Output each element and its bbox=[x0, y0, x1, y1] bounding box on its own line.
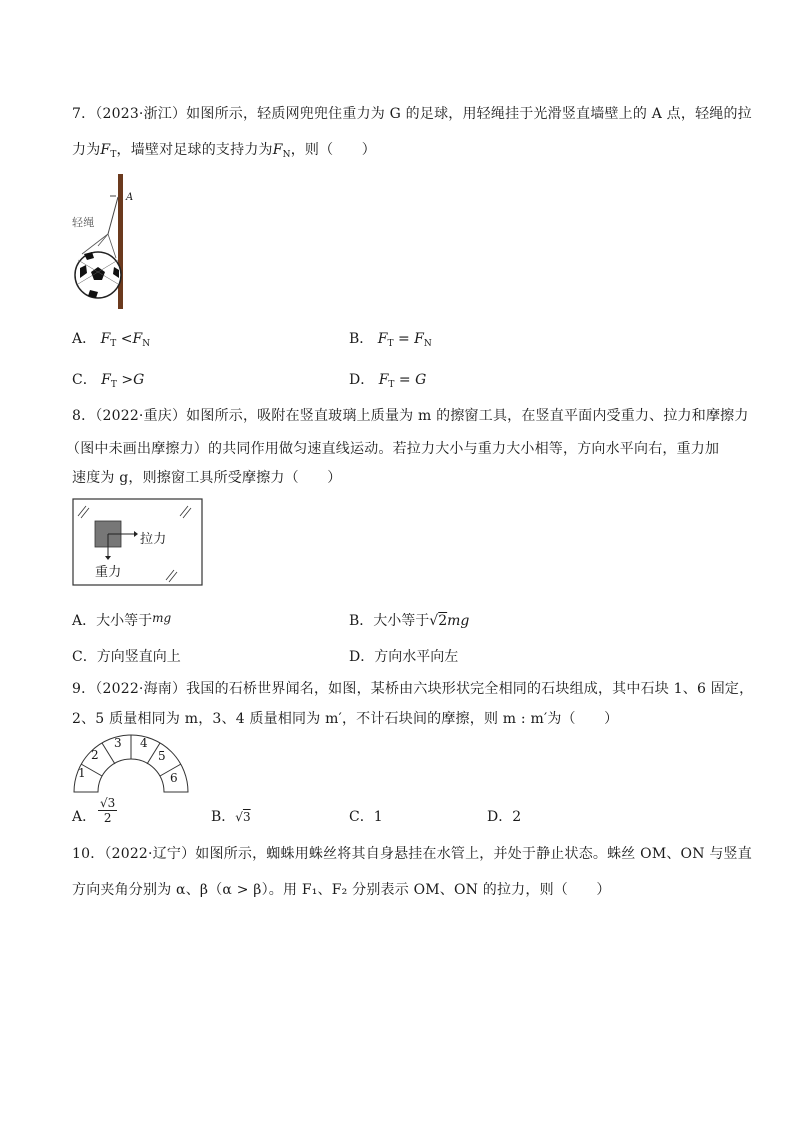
q8-window-figure bbox=[72, 498, 204, 588]
q9-option-c[interactable]: C．1 bbox=[349, 809, 383, 825]
q8-option-d[interactable]: D．方向水平向左 bbox=[349, 649, 459, 665]
q10-stem-line2: 方向夹角分别为 α、β（α > β）。用 F₁、F₂ 分别表示 OM、ON 的拉力，则（ ） bbox=[72, 882, 611, 898]
q8-stem-line2: （图中未画出摩擦力）的共同作用做匀速直线运动。若拉力大小与重力大小相等，方向水平向右，重力加 bbox=[66, 441, 720, 457]
q7-option-d[interactable]: D． $F_T = G$ bbox=[349, 372, 427, 390]
q9-stem-line1: 9．（2022·海南）我国的石桥世界闻名，如图，某桥由六块形状完全相同的石块组成，其中石块 1、6 固定， bbox=[72, 681, 754, 697]
q7-stem-line1: 7．（2023·浙江）如图所示，轻质网兜兜住重力为 G 的足球，用轻绳挂于光滑竖直墙壁上的 A 点，轻绳的拉 bbox=[72, 106, 752, 122]
q9-stone-3: 3 bbox=[114, 736, 122, 750]
q9-stone-4: 4 bbox=[140, 736, 148, 750]
q8-stem-line3: 速度为 g，则擦窗工具所受摩擦力（ ） bbox=[72, 470, 342, 486]
q7-rope-label: 轻绳 bbox=[72, 216, 95, 229]
q10-stem-line1: 10．（2022·辽宁）如图所示，蜘蛛用蛛丝将其自身悬挂在水管上，并处于静止状态。蛛丝 OM、ON 与竖直 bbox=[72, 846, 752, 862]
q9-stem-line2: 2、5 质量相同为 m，3、4 质量相同为 m′，不计石块间的摩擦，则 m : m′为（ ） bbox=[72, 711, 619, 727]
q9-stone-1: 1 bbox=[78, 766, 86, 780]
q9-stone-6: 6 bbox=[170, 771, 178, 785]
q7-option-b[interactable]: B． $F_T = F_N$ bbox=[349, 331, 432, 349]
q7-stem-line2: 力为$F_T$，墙壁对足球的支持力为$F_N$，则（ ） bbox=[72, 142, 376, 160]
q7-option-c[interactable]: C． $F_T >G$ bbox=[72, 372, 145, 390]
q8-gravity-label: 重力 bbox=[95, 565, 122, 580]
q9-stone-2: 2 bbox=[91, 748, 99, 762]
q9-option-b[interactable]: B．√3 bbox=[211, 809, 251, 825]
q8-pull-label: 拉力 bbox=[140, 532, 167, 547]
q8-option-c[interactable]: C．方向竖直向上 bbox=[72, 649, 181, 665]
q9-option-a-fraction: √3 2 bbox=[100, 796, 116, 825]
q8-option-b[interactable]: B．大小等于√2mg bbox=[349, 613, 470, 629]
q7-point-A-label: A bbox=[126, 192, 134, 203]
q7-option-a[interactable]: A． $F_T <F_N$ bbox=[72, 331, 151, 349]
q8-stem-line1: 8．（2022·重庆）如图所示，吸附在竖直玻璃上质量为 m 的擦窗工具，在竖直平面内受重力、拉力和摩擦力 bbox=[72, 408, 749, 424]
q9-option-d[interactable]: D．2 bbox=[487, 809, 522, 825]
q8-option-a[interactable]: A．大小等于mg bbox=[72, 611, 172, 629]
q9-option-a[interactable]: A． bbox=[72, 809, 97, 825]
q9-stone-5: 5 bbox=[158, 749, 166, 763]
